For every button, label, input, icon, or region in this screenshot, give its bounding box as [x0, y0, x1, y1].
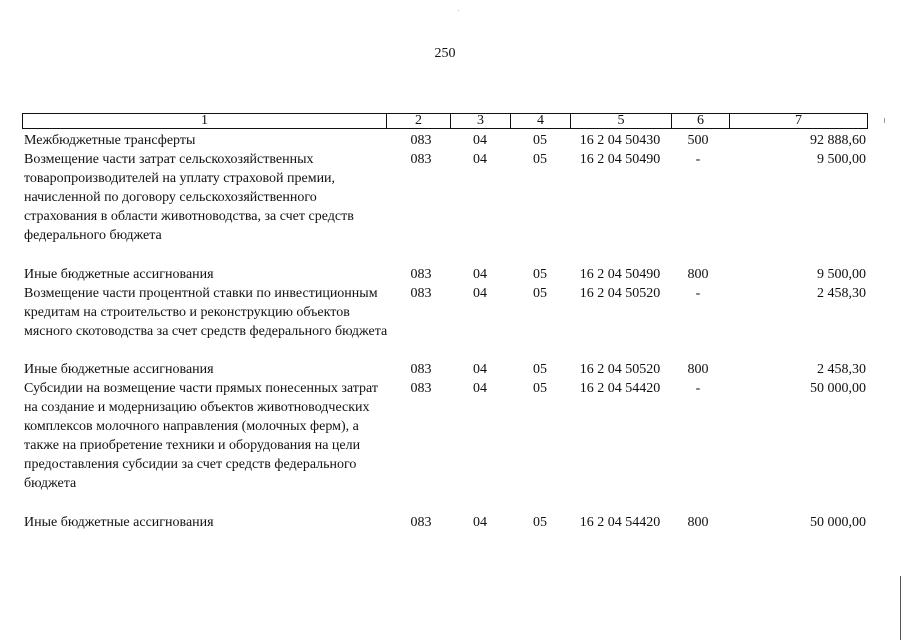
row-col-7: 50 000,00 — [810, 515, 866, 530]
row-col-2: 083 — [410, 152, 432, 167]
header-cell-6: 6 — [671, 114, 729, 128]
row-col-6: 500 — [687, 133, 709, 148]
page-number: 250 — [434, 46, 456, 61]
row-col-4: 05 — [533, 286, 547, 301]
row-col-3: 04 — [473, 152, 487, 167]
row-col-5: 16 2 04 50520 — [579, 362, 661, 377]
row-col-6: 800 — [687, 362, 709, 377]
row-col-6: 800 — [687, 267, 709, 282]
row-col-7: 9 500,00 — [817, 267, 866, 282]
row-name: Межбюджетные трансферты — [24, 133, 196, 148]
row-col-5: 16 2 04 50490 — [579, 267, 661, 282]
header-cell-4: 4 — [510, 114, 570, 128]
row-col-7: 50 000,00 — [810, 381, 866, 396]
row-col-2: 083 — [410, 133, 432, 148]
row-col-4: 05 — [533, 515, 547, 530]
row-col-2: 083 — [410, 381, 432, 396]
scan-speck — [458, 10, 459, 11]
row-col-7: 2 458,30 — [817, 286, 866, 301]
row-col-2: 083 — [410, 362, 432, 377]
row-name: Иные бюджетные ассигнования — [24, 515, 214, 530]
row-col-4: 05 — [533, 152, 547, 167]
row-col-2: 083 — [410, 286, 432, 301]
row-col-4: 05 — [533, 362, 547, 377]
row-col-4: 05 — [533, 133, 547, 148]
scan-mark — [884, 118, 885, 123]
table-header-row — [22, 113, 868, 129]
row-col-6: - — [695, 381, 701, 396]
row-col-6: 800 — [687, 515, 709, 530]
row-col-3: 04 — [473, 362, 487, 377]
row-col-5: 16 2 04 54420 — [579, 515, 661, 530]
header-cell-3: 3 — [450, 114, 510, 128]
row-name: Возмещение части затрат сельскохозяйственных товаропроизводителей на уплату страховой премии, начисленной по договору сельскохозяйственного страхования в области животноводства, за счет средств федерального бюджета — [24, 152, 354, 243]
row-col-7: 92 888,60 — [810, 133, 866, 148]
row-col-3: 04 — [473, 381, 487, 396]
scan-edge-line — [900, 576, 901, 640]
row-col-5: 16 2 04 54420 — [579, 381, 661, 396]
row-col-5: 16 2 04 50490 — [579, 152, 661, 167]
row-col-5: 16 2 04 50430 — [579, 133, 661, 148]
header-cell-7: 7 — [729, 114, 867, 128]
header-cell-1: 1 — [201, 113, 208, 128]
row-name: Возмещение части процентной ставки по инвестиционным кредитам на строительство и реконструкцию объектов мясного скотоводства за счет средств федерального бюджета — [24, 286, 388, 339]
row-col-3: 04 — [473, 133, 487, 148]
row-col-7: 9 500,00 — [817, 152, 866, 167]
row-col-3: 04 — [473, 286, 487, 301]
row-col-3: 04 — [473, 267, 487, 282]
row-name: Иные бюджетные ассигнования — [24, 362, 214, 377]
row-name: Субсидии на возмещение части прямых понесенных затрат на создание и модернизацию объектов животноводческих комплексов молочного направления (молочных ферм), а также на приобретение техники и оборудования на цели предоставления субсидии за счет средств федерального бюджета — [24, 381, 379, 491]
row-col-7: 2 458,30 — [817, 362, 866, 377]
row-col-4: 05 — [533, 381, 547, 396]
header-cell-5: 5 — [570, 114, 671, 128]
row-col-2: 083 — [410, 267, 432, 282]
header-cell-2: 2 — [386, 114, 450, 128]
row-col-6: - — [695, 152, 701, 167]
row-name: Иные бюджетные ассигнования — [24, 267, 214, 282]
row-col-3: 04 — [473, 515, 487, 530]
row-col-4: 05 — [533, 267, 547, 282]
row-col-5: 16 2 04 50520 — [579, 286, 661, 301]
row-col-6: - — [695, 286, 701, 301]
row-col-2: 083 — [410, 515, 432, 530]
